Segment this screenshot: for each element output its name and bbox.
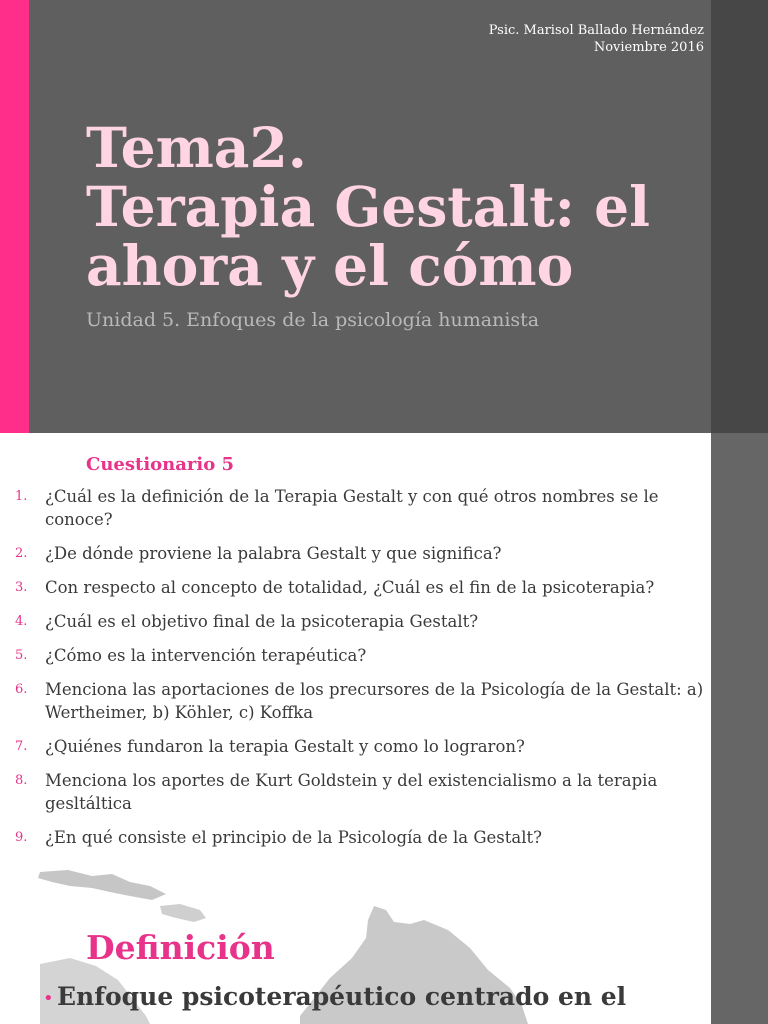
author-block (489, 22, 704, 56)
item-text: ¿Cuál es el objetivo final de la psicoterapia Gestalt? (45, 612, 479, 631)
title-line: ahora y el cómo (86, 233, 574, 298)
title-slide (0, 0, 768, 433)
item-text: Menciona los aportes de Kurt Goldstein y del existencialismo a la terapia gesltáltica (45, 771, 658, 813)
item-number: 6. (15, 682, 28, 697)
item-text: Menciona las aportaciones de los precursores de la Psicología de la Gestalt: a) Wertheimer, b) Köhler, c) Koffka (45, 680, 704, 722)
item-number: 3. (15, 580, 28, 595)
item-number: 1. (15, 489, 28, 504)
presentation-date: Noviembre 2016 (593, 40, 704, 55)
item-number: 4. (15, 614, 28, 629)
item-text: Con respecto al concepto de totalidad, ¿Cuál es el fin de la psicoterapia? (45, 578, 655, 597)
side-band (711, 866, 768, 1024)
side-band (711, 0, 768, 433)
questionnaire-heading: Cuestionario 5 (86, 454, 235, 475)
side-band (711, 433, 768, 866)
slide-subtitle: Unidad 5. Enfoques de la psicología humanista (86, 309, 540, 331)
definition-title: Definición (86, 928, 275, 967)
item-text: ¿De dónde proviene la palabra Gestalt y que significa? (45, 544, 502, 563)
item-text: ¿Cuál es la definición de la Terapia Gestalt y con qué otros nombres se le conoce? (45, 487, 659, 529)
definition-slide (0, 866, 768, 1024)
item-number: 8. (15, 773, 28, 788)
slide-title (86, 115, 696, 298)
item-text: ¿Cómo es la intervención terapéutica? (45, 646, 367, 665)
accent-bar (0, 0, 29, 433)
author-name: Psic. Marisol Ballado Hernández (488, 23, 704, 38)
questionnaire-slide (0, 433, 768, 866)
title-line: Terapia Gestalt: el (86, 174, 650, 239)
definition-bullet: Enfoque psicoterapéutico centrado en el (57, 982, 627, 1011)
item-number: 7. (15, 739, 28, 754)
item-number: 9. (15, 830, 28, 845)
item-text: ¿Quiénes fundaron la terapia Gestalt y como lo lograron? (45, 737, 525, 756)
title-line: Tema2. (86, 115, 307, 180)
item-text: ¿En qué consiste el principio de la Psicología de la Gestalt? (45, 828, 542, 847)
bullet-icon: • (43, 988, 54, 1009)
item-number: 5. (15, 648, 28, 663)
item-number: 2. (15, 546, 28, 561)
